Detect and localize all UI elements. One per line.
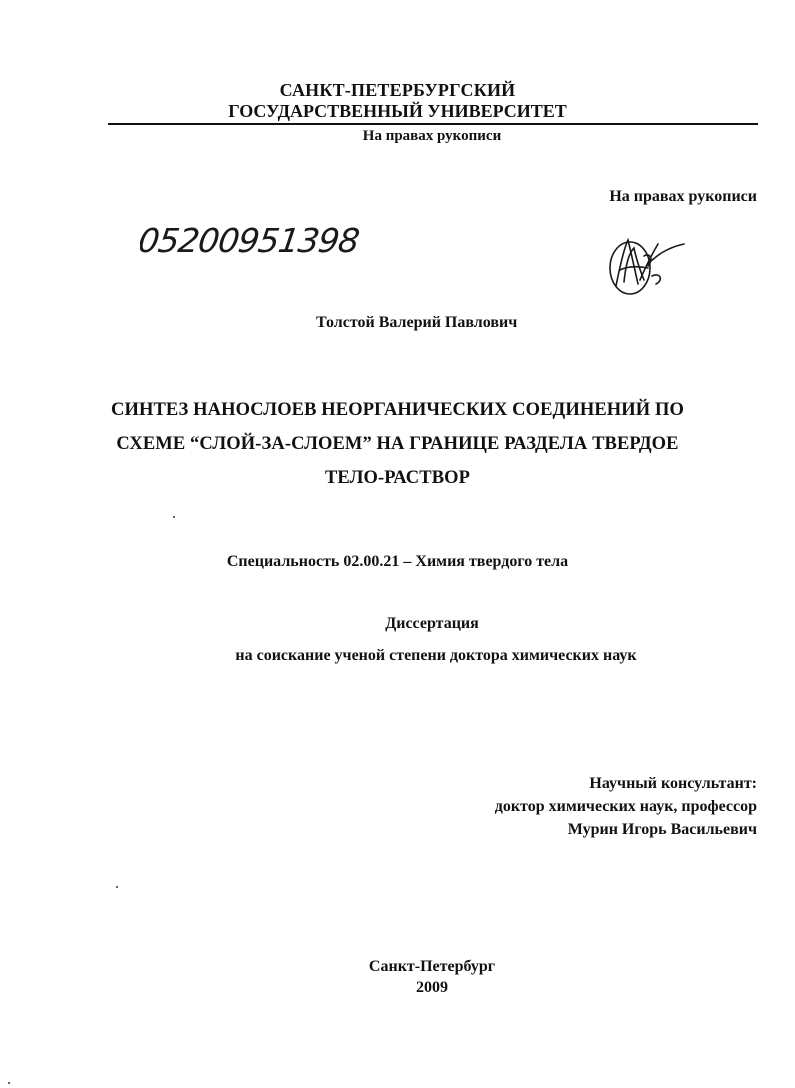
advisor-label: Научный консультант:	[589, 775, 757, 792]
signature-icon	[604, 226, 694, 311]
place-and-year	[0, 956, 795, 998]
handwritten-number	[140, 216, 390, 271]
scan-speck	[116, 886, 118, 888]
advisor-name: Мурин Игорь Васильевич	[567, 821, 757, 838]
university-name-line1: САНКТ-ПЕТЕРБУРГСКИЙ	[279, 80, 516, 100]
handwritten-number-drawing	[140, 216, 390, 266]
advisor-rank: доктор химических наук, профессор	[494, 798, 757, 815]
handwritten-number-text: 05200951398	[140, 221, 362, 260]
header-divider	[108, 123, 758, 125]
university-name-line2: ГОСУДАРСТВЕННЫЙ УНИВЕРСИТЕТ	[228, 101, 567, 121]
year: 2009	[416, 979, 448, 996]
rights-notice-right: На правах рукописи	[609, 188, 757, 205]
scan-speck	[173, 516, 175, 518]
specialty: Специальность 02.00.21 – Химия твердого тела	[226, 553, 569, 570]
city: Санкт-Петербург	[368, 958, 496, 975]
scientific-advisor	[495, 772, 757, 841]
title-line2: СХЕМЕ “СЛОЙ-ЗА-СЛОЕМ” НА ГРАНИЦЕ РАЗДЕЛА ТВЕРДОЕ	[116, 434, 679, 454]
title-line1: СИНТЕЗ НАНОСЛОЕВ НЕОРГАНИЧЕСКИХ СОЕДИНЕНИЙ ПО	[111, 400, 684, 420]
scan-speck	[8, 1082, 10, 1084]
dissertation-title	[0, 393, 795, 495]
author-name: Толстой Валерий Павлович	[316, 314, 518, 331]
title-line3: ТЕЛО-РАСТВОР	[324, 468, 471, 488]
dissertation-label: Диссертация	[385, 615, 479, 632]
degree-line: на соискание ученой степени доктора химических наук	[235, 647, 637, 664]
rights-notice-top: На правах рукописи	[362, 128, 502, 144]
